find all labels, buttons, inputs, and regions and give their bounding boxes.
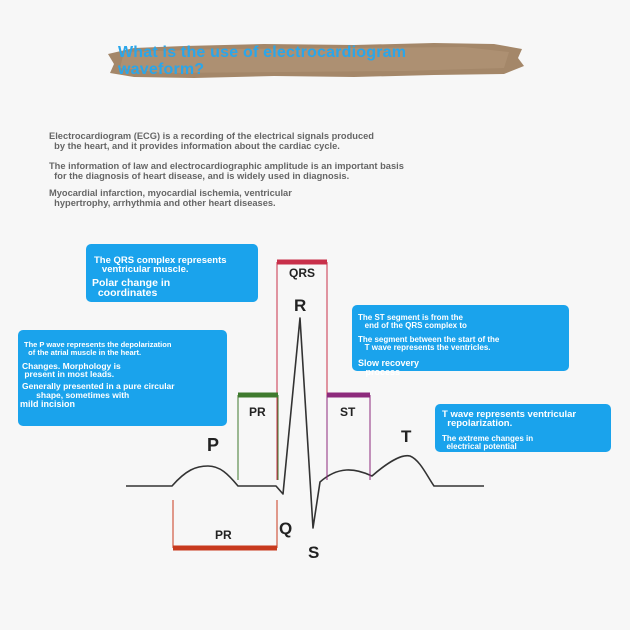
s-wave-label: S xyxy=(308,543,320,562)
p-wave-info-text-1: The P wave represents the depolarization of the atrial muscle in the heart. xyxy=(24,340,172,357)
p-wave-info-box xyxy=(18,330,227,426)
r-wave-label: R xyxy=(294,296,307,315)
qrs-interval-label: QRS xyxy=(289,266,316,280)
pr-segment-label: PR xyxy=(249,405,266,419)
pr-interval-label: PR xyxy=(215,528,232,542)
p-wave-info-text-2: Changes. Morphology is present in most leads. xyxy=(22,361,121,379)
page-title: What is the use of electrocardiogram waveform? xyxy=(118,44,407,78)
qrs-info-box xyxy=(86,244,258,302)
p-wave-info-text-4: mild incision xyxy=(20,399,76,409)
st-segment-info-box xyxy=(352,305,569,377)
t-wave-info-text-1: T wave represents ventricular repolarization. xyxy=(442,409,577,429)
t-wave-info-text-2: The extreme changes in electrical potential xyxy=(442,434,534,451)
t-wave-info-box xyxy=(435,404,611,452)
st-segment-info-text-2: The segment between the start of the T wave represents the ventricles. xyxy=(358,335,500,352)
st-segment-info-text-1: The ST segment is from the end of the QRS complex to xyxy=(358,313,467,330)
qrs-info-text-1: The QRS complex represents ventricular muscle. xyxy=(94,255,227,275)
qrs-info-text-2: Polar change in coordinates xyxy=(92,277,171,299)
t-wave-label: T xyxy=(401,427,412,446)
st-segment-label: ST xyxy=(340,405,356,419)
st-segment-info-text-3: Slow recovery process xyxy=(358,358,420,377)
q-wave-label: Q xyxy=(279,519,293,538)
intro-paragraph-diseases: Myocardial infarction, myocardial ischemia, ventricular hypertrophy, arrhythmia and other heart diseases. xyxy=(49,188,292,208)
p-wave-label: P xyxy=(207,435,220,455)
intro-paragraph-ecg: Electrocardiogram (ECG) is a recording of the electrical signals produced by the heart, and it provides information about the cardiac cycle. xyxy=(49,131,374,151)
p-wave-info-text-3: Generally presented in a pure circular shape, sometimes with xyxy=(22,381,175,400)
intro-paragraph-diagnosis: The information of law and electrocardiographic amplitude is an important basis for the diagnosis of heart disease, and is widely used in diagnosis. xyxy=(49,161,404,181)
